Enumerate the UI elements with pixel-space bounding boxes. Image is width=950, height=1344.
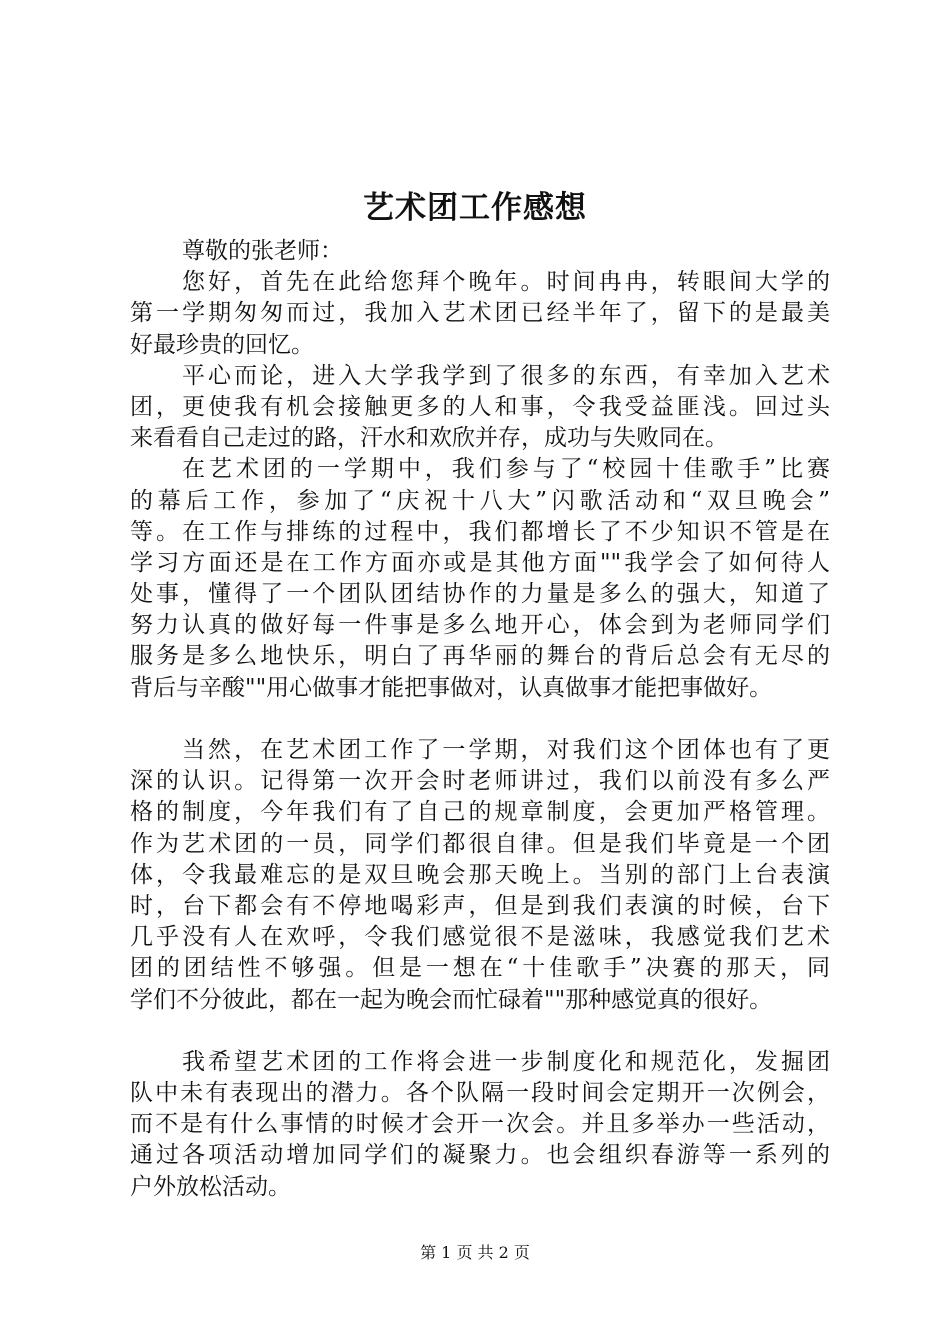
- paragraph-5: [130, 1047, 830, 1203]
- paragraph-line: 体，令我最难忘的是双旦晚会那天晚上。当别的部门上台表演: [130, 861, 830, 888]
- paragraph-line: 服务是多么地快乐，明白了再华丽的舞台的背后总会有无尽的: [130, 643, 830, 670]
- paragraph-line: 努力认真的做好每一件事是多么地开心，体会到为老师同学们: [130, 612, 830, 639]
- paragraph-line: 处事，懂得了一个团队团结协作的力量是多么的强大，知道了: [130, 581, 830, 608]
- paragraph-line: 几乎没有人在欢呼，令我们感觉很不是滋味，我感觉我们艺术: [130, 924, 830, 951]
- paragraph-line: 背后与辛酸""用心做事才能把事做对，认真做事才能把事做好。: [130, 674, 773, 701]
- document-title: 艺术团工作感想: [363, 190, 587, 226]
- page-footer: 第 1 页 共 2 页: [420, 1243, 530, 1262]
- salutation: 尊敬的张老师：: [182, 238, 343, 264]
- paragraph-line: 来看看自己走过的路，汗水和欢欣并存，成功与失败同在。: [130, 425, 728, 452]
- paragraph-line: 队中未有表现出的潜力。各个队隔一段时间会定期开一次例会，: [130, 1080, 830, 1107]
- paragraph-spacer: [130, 704, 830, 735]
- paragraph-line: 时，台下都会有不停地喝彩声，但是到我们表演的时候，台下: [130, 892, 830, 919]
- paragraph-line: 您好，首先在此给您拜个晚年。时间冉冉，转眼间大学的: [182, 269, 830, 296]
- paragraph-3: [130, 454, 830, 704]
- document-body: [130, 236, 830, 1203]
- paragraph-line: 当然，在艺术团工作了一学期，对我们这个团体也有了更: [182, 737, 830, 763]
- paragraph-line: 第一学期匆匆而过，我加入艺术团已经半年了，留下的是最美: [130, 300, 830, 327]
- paragraph-line: 我希望艺术团的工作将会进一步制度化和规范化，发掘团: [182, 1048, 830, 1075]
- paragraph-line: 好最珍贵的回忆。: [130, 331, 314, 358]
- paragraph-line: 团的团结性不够强。但是一想在“十佳歌手”决赛的那天，同: [130, 955, 830, 982]
- paragraph-line: 在艺术团的一学期中，我们参与了“校园十佳歌手”比赛: [182, 456, 830, 483]
- paragraph-line: 平心而论，进入大学我学到了很多的东西，有幸加入艺术: [182, 362, 830, 389]
- paragraph-line: 学习方面还是在工作方面亦或是其他方面""我学会了如何待人: [130, 549, 830, 576]
- paragraph-line: 格的制度，今年我们有了自己的规章制度，会更加严格管理。: [130, 799, 830, 826]
- paragraph-line: 深的认识。记得第一次开会时老师讲过，我们以前没有多么严: [130, 768, 830, 795]
- paragraph-line: 团，更使我有机会接触更多的人和事，令我受益匪浅。回过头: [130, 393, 830, 420]
- paragraph-2: [130, 361, 830, 455]
- paragraph-line: 学们不分彼此，都在一起为晚会而忙碌着""那种感觉真的很好。: [130, 986, 773, 1013]
- paragraph-line: 而不是有什么事情的时候才会开一次会。并且多举办一些活动，: [130, 1111, 830, 1138]
- paragraph-line: 户外放松活动。: [130, 1173, 291, 1200]
- paragraph-line: 等。在工作与排练的过程中，我们都增长了不少知识不管是在: [130, 518, 830, 545]
- paragraph-4: [130, 735, 830, 1016]
- paragraph-1: [130, 267, 830, 361]
- paragraph-line: 通过各项活动增加同学们的凝聚力。也会组织春游等一系列的: [130, 1142, 830, 1169]
- paragraph-spacer: [130, 1016, 830, 1047]
- paragraph-line: 作为艺术团的一员，同学们都很自律。但是我们毕竟是一个团: [130, 830, 830, 857]
- paragraph-line: 的幕后工作，参加了“庆祝十八大”闪歌活动和“双旦晚会”: [130, 487, 830, 514]
